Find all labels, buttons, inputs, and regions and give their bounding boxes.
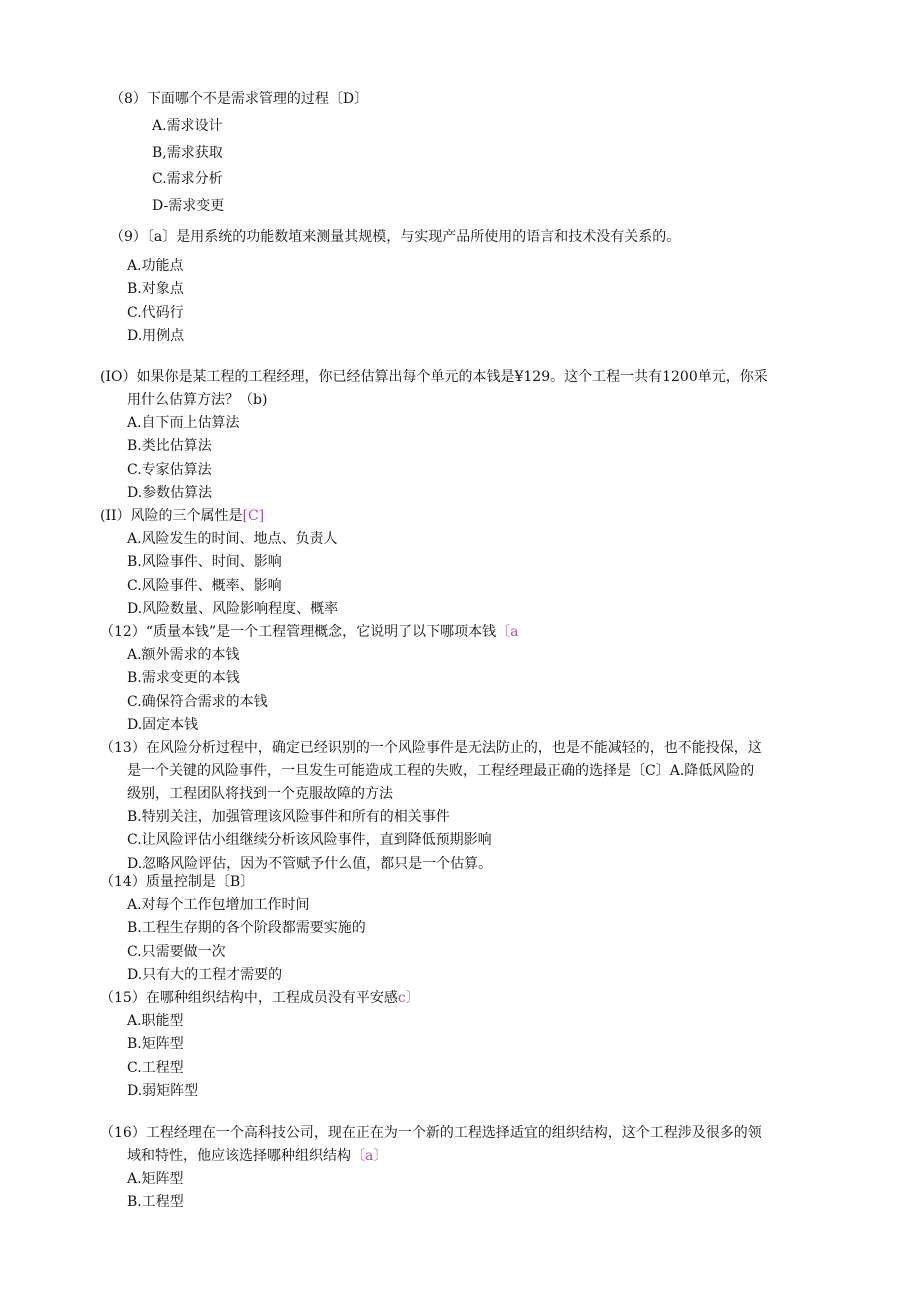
option-d: D.弱矩阵型 — [127, 1083, 199, 1100]
question-9 — [110, 226, 840, 249]
stem-line: （13）在风险分析过程中，确定已经识别的一个风险事件是无法防止的，也是不能减轻的，也不能投保，这 — [100, 740, 762, 756]
option-a: A.功能点 — [127, 258, 184, 274]
question-stem — [100, 1122, 830, 1168]
question-stem — [100, 621, 830, 644]
option-c: C.代码行 — [127, 304, 184, 321]
stem-line — [100, 1145, 830, 1168]
option-list — [100, 1010, 830, 1104]
option-d: D.参数估算法 — [127, 485, 213, 502]
option-list — [100, 412, 830, 506]
stem-line: 用什么估算方法？（b) — [127, 392, 268, 408]
option-list — [100, 1168, 830, 1215]
option-b: B,需求获取 — [152, 144, 223, 161]
question-stem — [100, 737, 830, 806]
answer-mark: 〔a — [496, 624, 519, 640]
stem-text: （15）在哪种组织结构中，工程成员没有平安感 — [100, 990, 398, 1006]
option-c: C.让风险评估小组继续分析该风险事件，直到降低预期影响 — [127, 832, 492, 849]
option-c: C.专家估算法 — [127, 461, 212, 478]
question-8 — [110, 88, 840, 219]
question-10 — [100, 366, 830, 506]
option-list — [100, 528, 830, 622]
question-stem — [100, 505, 830, 528]
option-d: D.用例点 — [127, 328, 185, 345]
option-list — [100, 806, 830, 876]
answer-mark: c〕 — [397, 990, 420, 1006]
question-12 — [100, 621, 830, 738]
option-b: B.矩阵型 — [127, 1036, 184, 1053]
option-list — [100, 644, 830, 738]
option-a: A.风险发生的时间、地点、负责人 — [127, 531, 338, 547]
stem-text: （12）“质量本钱”是一个工程管理概念，它说明了以下哪项本钱 — [100, 624, 497, 640]
stem-text: (II）风险的三个属性是 — [100, 508, 243, 524]
option-a: A.自下而上估算法 — [127, 415, 240, 431]
option-b: B.风险事件、时间、影响 — [127, 554, 282, 571]
question-stem: （8）下面哪个不是需求管理的过程〔D〕 — [110, 91, 369, 107]
question-stem: （9）〔a〕是用系统的功能数埴来测量其规模，与实现产品所使用的语言和技术没有关系的。 — [110, 229, 681, 245]
option-d: D.只有大的工程才需要的 — [127, 967, 283, 984]
question-15 — [100, 987, 830, 1104]
option-c: C.风险事件、概率、影响 — [127, 577, 282, 594]
stem-line: 级别，工程团队将找到一个克服故障的方法 — [127, 786, 393, 802]
question-13 — [100, 737, 830, 876]
question-stem — [100, 366, 830, 412]
option-d: D.忽略风险评估，因为不管赋予什么值，都只是一个估算。 — [127, 855, 493, 872]
option-a: A.额外需求的本钱 — [127, 647, 240, 663]
question-11 — [100, 505, 830, 622]
answer-mark: [C] — [242, 508, 265, 524]
option-list — [100, 894, 830, 988]
option-b: B.需求变更的本钱 — [127, 670, 240, 687]
answer-mark: 〔a〕 — [351, 1148, 388, 1164]
option-a: A.需求设计 — [152, 118, 223, 134]
option-list — [110, 113, 840, 219]
option-list — [100, 255, 830, 349]
option-a: A.职能型 — [127, 1013, 184, 1029]
option-c: C.确保符合需求的本钱 — [127, 693, 268, 710]
option-c: C.只需要做一次 — [127, 943, 226, 960]
option-b: B.工程生存期的各个阶段都需要实施的 — [127, 920, 366, 937]
stem-line: (IO）如果你是某工程的工程经理，你已经估算出每个单元的本钱是¥129。这个工程一共有1200单元，你采 — [100, 369, 768, 385]
option-b: B.类比估算法 — [127, 438, 212, 455]
option-d: D.固定本钱 — [127, 717, 199, 734]
question-stem — [100, 987, 830, 1010]
option-a: A.对每个工作包增加工作时间 — [127, 897, 310, 913]
option-a: A.矩阵型 — [127, 1171, 184, 1187]
stem-line: 是一个关键的风险事件，一旦发生可能造成工程的失败，工程经理最正确的选择是〔C〕A.降低风险的 — [127, 763, 755, 779]
question-stem: （14）质量控制是〔B〕 — [100, 874, 255, 890]
option-b: B.对象点 — [127, 281, 184, 298]
option-d: D.风险数量、风险影响程度、概率 — [127, 601, 339, 618]
question-14 — [100, 871, 830, 988]
option-b: B.特别关注，加强管理该风险事件和所有的相关事件 — [127, 809, 450, 825]
option-b: B.工程型 — [127, 1194, 184, 1211]
question-16 — [100, 1122, 830, 1215]
stem-text: 域和特性，他应该选择哪种组织结构 — [127, 1148, 351, 1164]
option-d: D-需求变更 — [152, 197, 225, 214]
stem-line: （16）工程经理在一个高科技公司，现在正在为一个新的工程选择适宜的组织结构，这个工程涉及很多的领 — [100, 1125, 762, 1141]
question-9-options — [100, 255, 830, 349]
option-c: C.需求分析 — [152, 171, 223, 187]
option-c: C.工程型 — [127, 1059, 184, 1076]
